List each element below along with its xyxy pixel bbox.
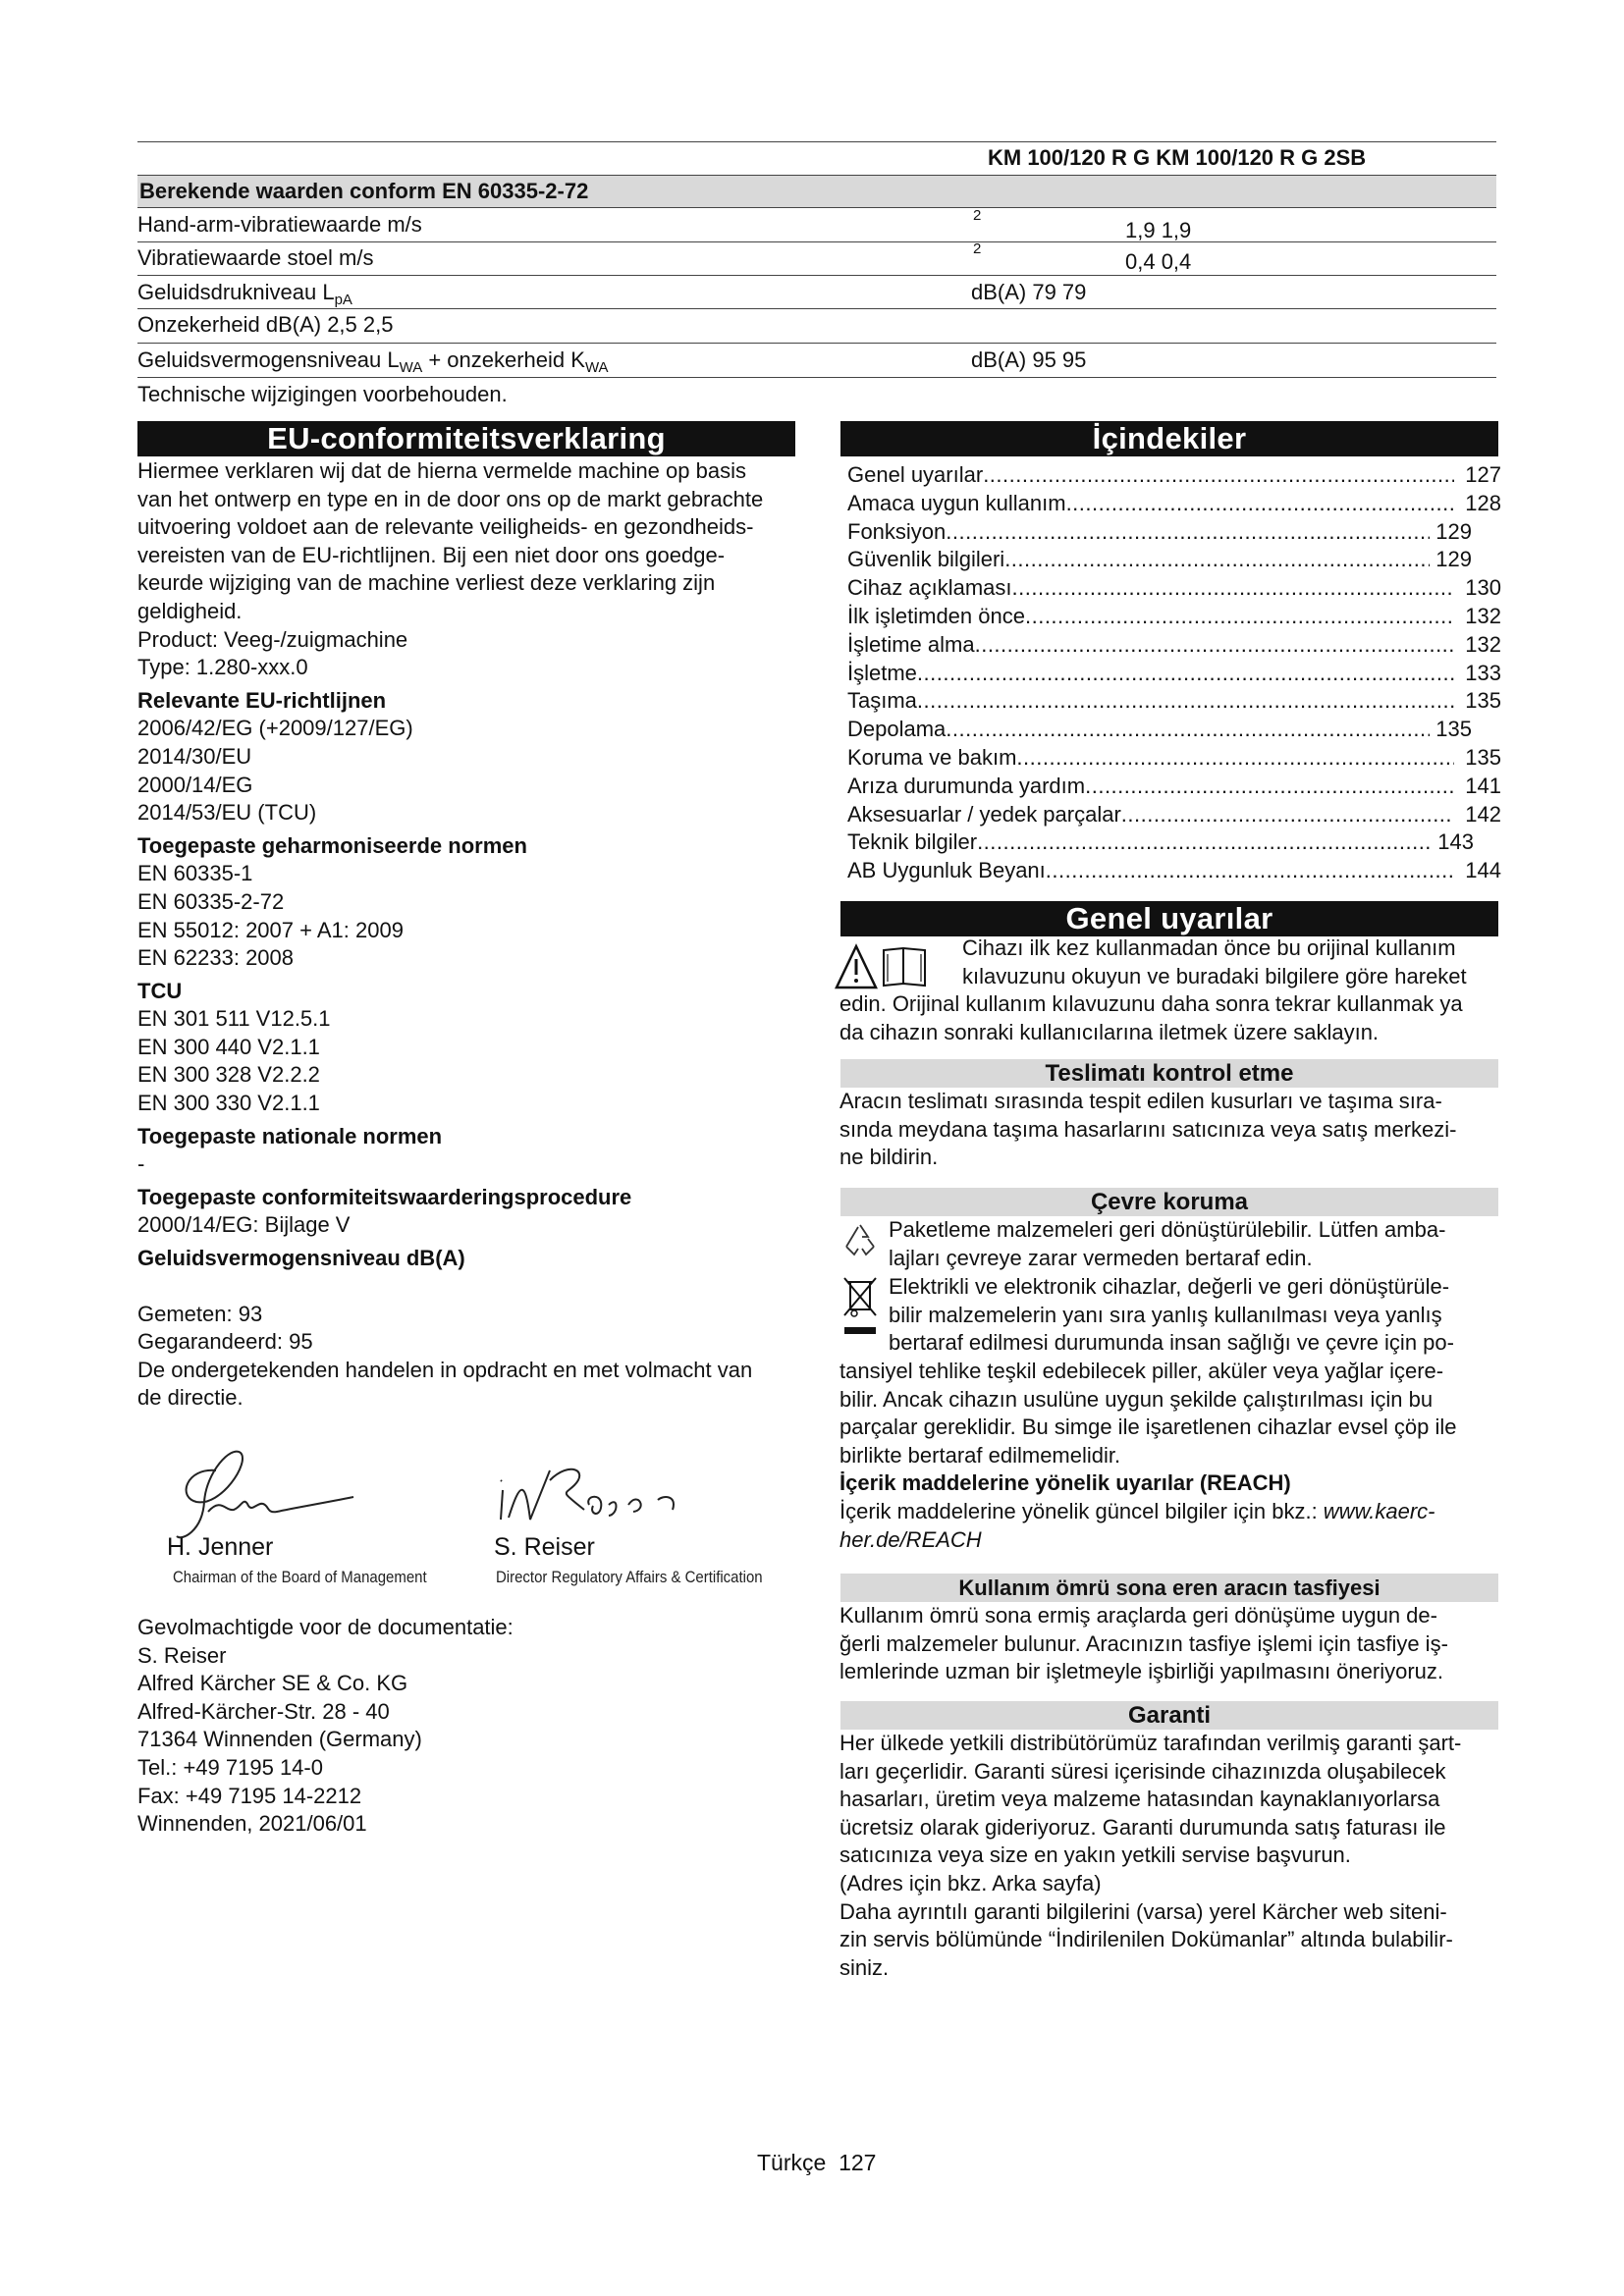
text-line: sında meydana taşıma hasarlarını satıcınıza veya satış merkezi-: [839, 1116, 1457, 1142]
text-line: bilir. Ancak cihazın usulüne uygun şekilde çalıştırılması için bu: [839, 1386, 1434, 1412]
general-title: Genel uyarılar: [840, 901, 1498, 936]
text-line: ne bildirin.: [839, 1145, 939, 1170]
toc-item[interactable]: [847, 801, 1501, 829]
weee-bin-icon: [840, 1276, 880, 1339]
directive-item: 2014/30/EU: [137, 743, 252, 769]
text-line: Aracın teslimatı sırasında tespit edilen kusurları ve taşıma sıra-: [839, 1089, 1442, 1113]
tcu-item: EN 300 330 V2.1.1: [137, 1091, 320, 1116]
env-weee-full: [839, 1358, 1507, 1554]
table-row: [137, 308, 1496, 341]
directive-item: 2000/14/EG: [137, 772, 253, 797]
text-line: Cihazı ilk kez kullanmadan önce bu orijinal kullanım: [962, 935, 1456, 960]
toc-item[interactable]: [847, 660, 1501, 688]
delivery-title: Teslimatı kontrol etme: [840, 1059, 1498, 1088]
directive-item: 2014/53/EU (TCU): [137, 800, 317, 826]
toc-item[interactable]: [847, 461, 1501, 490]
norms-title: Toegepaste geharmoniseerde normen: [137, 832, 527, 858]
row-label-b: + onzekerheid K: [422, 347, 585, 372]
text-line: Paketleme malzemeleri geri dönüştürülebilir. Lütfen amba-: [889, 1217, 1446, 1242]
tcu-item: EN 300 328 V2.2.2: [137, 1062, 320, 1088]
address-line: S. Reiser: [137, 1642, 227, 1668]
row-label-sub-b: WA: [584, 359, 609, 376]
row-label-sub-a: WA: [399, 359, 423, 376]
signer2-name: S. Reiser: [494, 1533, 595, 1561]
table-row: [137, 344, 1496, 376]
toc-item-title: İlk işletimden önce: [847, 603, 1025, 628]
toc-item-page: 132: [1465, 631, 1501, 657]
toc-item[interactable]: [847, 546, 1472, 574]
reach-link[interactable]: www.kaerc-: [1323, 1498, 1435, 1523]
text-line: vereisten van de EU-richtlijnen. Bij een niet door ons goedge-: [137, 542, 726, 567]
toc-item[interactable]: [847, 574, 1501, 603]
signer2-title: Director Regulatory Affairs & Certification: [496, 1568, 763, 1586]
toc-item-page: 130: [1465, 575, 1501, 601]
toc-item-title: Arıza durumunda yardım: [847, 773, 1086, 798]
toc-item-page: 143: [1437, 829, 1474, 855]
text-line: Her ülkede yetkili distribütörümüz tarafından verilmiş garanti şart-: [839, 1731, 1462, 1755]
text-line: tansiyel tehlike teşkil edebilecek piller, aküler veya yağlar içere-: [839, 1359, 1444, 1383]
row-label: Onzekerheid dB(A) 2,5 2,5: [137, 312, 394, 337]
row-label: [137, 276, 352, 308]
row-label-sub: pA: [334, 292, 352, 308]
text-line: uitvoering voldoet aan de relevante veiligheids- en gezondheids-: [137, 514, 754, 540]
norm-item: EN 62233: 2008: [137, 945, 295, 971]
warranty-body: [839, 1730, 1507, 1982]
toc-item[interactable]: [847, 744, 1501, 773]
address-line: Fax: +49 7195 14-2212: [137, 1783, 362, 1808]
general-intro-indent: [962, 934, 1502, 990]
toc-item-page: 135: [1465, 744, 1501, 770]
text-line: kılavuzunu okuyun ve buradaki bilgilere göre hareket: [962, 963, 1467, 988]
table-of-contents: [847, 461, 1501, 885]
delivery-body: [839, 1088, 1507, 1172]
text-line: Kullanım ömrü sona ermiş araçlarda geri dönüşüme uygun de-: [839, 1603, 1437, 1628]
signer1-name: H. Jenner: [167, 1533, 274, 1561]
text-line: ücretsiz olarak gideriyoruz. Garanti durumunda satış faturası ile: [839, 1814, 1446, 1840]
text-line: Daha ayrıntılı garanti bilgilerini (varsa) yerel Kärcher web siteni-: [839, 1898, 1447, 1924]
table-section-title: Berekende waarden conform EN 60335-2-72: [139, 179, 589, 203]
eu-decl-title: EU-conformiteitsverklaring: [137, 421, 795, 456]
toc-item-page: 128: [1465, 490, 1501, 515]
toc-item[interactable]: [847, 716, 1472, 744]
row-label-a: Geluidsvermogensniveau L: [137, 347, 400, 372]
address-line: Tel.: +49 7195 14-0: [137, 1754, 323, 1780]
eu-decl-body: [137, 457, 805, 1413]
disposal-title: Kullanım ömrü sona eren aracın tasfiyesi: [840, 1574, 1498, 1602]
toc-item-title: Güvenlik bilgileri: [847, 547, 1005, 572]
toc-item-page: 133: [1465, 660, 1501, 685]
text-line: da cihazın sonraki kullanıcılarına iletmek üzere saklayın.: [839, 1019, 1380, 1044]
norm-item: EN 55012: 2007 + A1: 2009: [137, 917, 404, 942]
toc-item[interactable]: [847, 631, 1501, 660]
env-weee-indent: [889, 1273, 1507, 1358]
signer1-title: Chairman of the Board of Management: [173, 1568, 427, 1586]
toc-item-title: Koruma ve bakım: [847, 744, 1017, 770]
text-line: zin servis bölümünde “İndirilenilen Dokümanlar” altında bulabilir-: [839, 1927, 1453, 1952]
toc-item[interactable]: [847, 687, 1501, 716]
warranty-title: Garanti: [840, 1701, 1498, 1730]
tcu-item: EN 301 511 V12.5.1: [137, 1006, 331, 1032]
address-line: 71364 Winnenden (Germany): [137, 1727, 422, 1752]
model-header: KM 100/120 R G KM 100/120 R G 2SB: [988, 145, 1367, 170]
row-unit: dB(A) 95 95: [971, 347, 1087, 372]
table-rule: [137, 175, 1496, 176]
toc-item-title: Depolama: [847, 717, 947, 742]
text-line: parçalar gereklidir. Bu simge ile işaretlenen cihazlar evsel çöp ile: [839, 1415, 1457, 1440]
text-line: Elektrikli ve elektronik cihazlar, değerli ve geri dönüştürüle-: [889, 1274, 1450, 1299]
doc-authority: [137, 1614, 805, 1839]
row-label: [137, 344, 609, 376]
toc-item-page: 129: [1435, 518, 1472, 544]
toc-item-title: Aksesuarlar / yedek parçalar: [847, 801, 1121, 827]
row-label: Vibratiewaarde stoel m/s: [137, 245, 374, 270]
text-line: bilir malzemelerin yanı sıra yanlış kullanılması veya yanlış: [889, 1302, 1442, 1327]
toc-item-page: 132: [1465, 603, 1501, 628]
text-line: lajları çevreye zarar vermeden bertaraf edin.: [889, 1245, 1313, 1270]
toc-item-page: 129: [1435, 547, 1472, 572]
text-line: geldigheid.: [137, 598, 243, 623]
reach-link[interactable]: her.de/REACH: [839, 1526, 982, 1552]
toc-item-title: Cihaz açıklaması: [847, 575, 1012, 601]
text-line: de directie.: [137, 1385, 244, 1411]
reach-line: [839, 1498, 1507, 1526]
doc-auth-title: Gevolmachtigde voor de documentatie:: [137, 1615, 514, 1639]
product-line: Product: Veeg-/zuigmachine: [137, 626, 408, 652]
toc-title: İçindekiler: [840, 421, 1498, 456]
address-line: Alfred-Kärcher-Str. 28 - 40: [137, 1698, 390, 1724]
toc-item-title: İşletime alma: [847, 631, 975, 657]
toc-item-page: 135: [1465, 688, 1501, 714]
row-value: 1,9 1,9: [1125, 218, 1192, 242]
procedure-value: 2000/14/EG: Bijlage V: [137, 1212, 351, 1238]
page-number: 127: [839, 2150, 877, 2175]
text-line: birlikte bertaraf edilmemelidir.: [839, 1442, 1121, 1468]
toc-item[interactable]: [847, 603, 1501, 631]
text-line: ğerli malzemeler bulunur. Aracınızın tasfiye işlemi için tasfiye iş-: [839, 1630, 1448, 1656]
procedure-title: Toegepaste conformiteitswaarderingsprocedure: [137, 1184, 632, 1209]
toc-item-title: Genel uyarılar: [847, 462, 984, 487]
row-unit-sup: 2: [973, 207, 982, 224]
footer-language: Türkçe: [757, 2150, 827, 2175]
env-title: Çevre koruma: [840, 1188, 1498, 1216]
sound-title: Geluidsvermogensniveau dB(A): [137, 1246, 465, 1271]
national-value: -: [137, 1151, 145, 1177]
toc-item-title: Taşıma: [847, 688, 917, 714]
row-value: 0,4 0,4: [1125, 249, 1192, 274]
row-unit-sup: 2: [973, 240, 982, 257]
text-line: siniz.: [839, 1954, 890, 1980]
toc-item[interactable]: [847, 857, 1501, 885]
reach-text: İçerik maddelerine yönelik güncel bilgiler için bkz.:: [839, 1498, 1324, 1523]
recycle-icon: [840, 1221, 880, 1260]
toc-item-page: 141: [1465, 773, 1501, 798]
text-line: De ondergetekenden handelen in opdracht en met volmacht van: [137, 1357, 753, 1382]
table-row: [137, 241, 1496, 274]
table-footnote: Technische wijzigingen voorbehouden.: [137, 382, 508, 406]
directive-item: 2006/42/EG (+2009/127/EG): [137, 716, 413, 741]
text-line: hasarları, üretim veya malzeme hatasından kaynaklanıyorlarsa: [839, 1787, 1440, 1812]
text-line: (Adres için bkz. Arka sayfa): [839, 1870, 1102, 1896]
page-footer: [757, 2149, 876, 2176]
toc-item-title: İşletme: [847, 660, 917, 685]
table-rule: [137, 377, 1496, 378]
toc-item-title: AB Uygunluk Beyanı: [847, 858, 1046, 883]
toc-item-page: 135: [1435, 717, 1472, 742]
norm-item: EN 60335-1: [137, 861, 253, 886]
norm-item: EN 60335-2-72: [137, 888, 285, 914]
general-intro-full: [839, 990, 1507, 1046]
table-row: [137, 276, 1496, 308]
toc-item-title: Amaca uygun kullanım: [847, 490, 1066, 515]
table-row: [137, 208, 1496, 240]
text-line: bertaraf edilmesi durumunda insan sağlığı ve çevre için po-: [889, 1330, 1454, 1356]
text-line: van het ontwerp en type en in de door ons op de markt gebrachte: [137, 486, 764, 511]
reach-title: İçerik maddelerine yönelik uyarılar (REACH): [839, 1470, 1291, 1496]
text-line: Hiermee verklaren wij dat de hierna vermelde machine op basis: [137, 458, 746, 483]
address-line: Winnenden, 2021/06/01: [137, 1811, 367, 1837]
guaranteed-value: Gegarandeerd: 95: [137, 1329, 313, 1355]
toc-item-page: 127: [1465, 462, 1501, 487]
toc-item[interactable]: [847, 773, 1501, 801]
tcu-title: TCU: [137, 978, 183, 1003]
toc-item[interactable]: [847, 490, 1501, 518]
row-unit: dB(A) 79 79: [971, 280, 1087, 304]
toc-item[interactable]: [847, 828, 1474, 857]
text-line: satıcınıza veya size en yakın yetkili servise başvurun.: [839, 1842, 1351, 1868]
disposal-body: [839, 1602, 1507, 1686]
text-line: lemlerinde uzman bir işletmeyle işbirliği yapılmasını öneriyoruz.: [839, 1659, 1444, 1684]
table-rule: [137, 141, 1496, 142]
toc-item-page: 144: [1465, 858, 1501, 883]
text-line: edin. Orijinal kullanım kılavuzunu daha sonra tekrar kullanmak ya: [839, 991, 1463, 1016]
tcu-item: EN 300 440 V2.1.1: [137, 1034, 320, 1059]
directives-title: Relevante EU-richtlijnen: [137, 687, 387, 713]
env-packaging: [889, 1216, 1507, 1272]
toc-item-page: 142: [1465, 801, 1501, 827]
national-title: Toegepaste nationale normen: [137, 1123, 443, 1148]
address-line: Alfred Kärcher SE & Co. KG: [137, 1671, 408, 1696]
type-line: Type: 1.280-xxx.0: [137, 655, 308, 680]
row-label-main: Geluidsdrukniveau L: [137, 280, 335, 304]
toc-item-title: Fonksiyon: [847, 518, 947, 544]
text-line: keurde wijziging van de machine verliest deze verklaring zijn: [137, 570, 716, 596]
toc-item-title: Teknik bilgiler: [847, 829, 978, 855]
row-label: Hand-arm-vibratiewaarde m/s: [137, 212, 422, 237]
text-line: ları geçerlidir. Garanti süresi içerisinde cihazınızda oluşabilecek: [839, 1758, 1446, 1784]
measured-value: Gemeten: 93: [137, 1301, 263, 1326]
warning-book-icon: [835, 942, 929, 997]
toc-item[interactable]: [847, 518, 1472, 547]
